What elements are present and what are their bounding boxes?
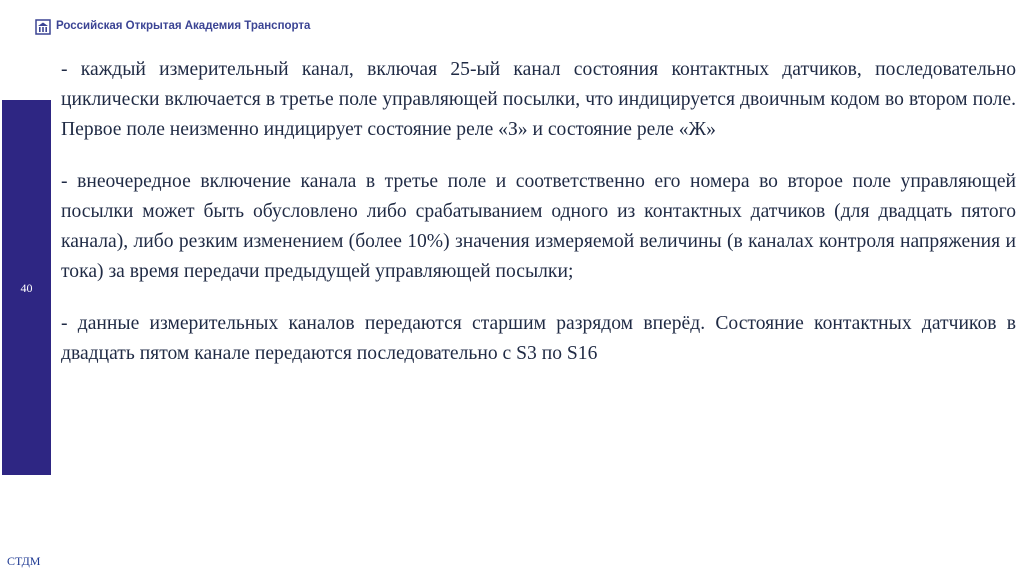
slide-content <box>61 55 1016 369</box>
paragraph-2: - внеочередное включение канала в третье поле и соответственно его номера во второе поле управляющей посылки может быть обусловлено либо срабатыванием одного из контактных датчиков (для двадцать пятого канала), либо резким изменением (более 10%) значения измеряемой величины (в каналах контроля напряжения и тока) за время передачи предыдущей управляющей посылки; <box>61 171 1016 282</box>
academy-building-icon <box>35 19 51 35</box>
paragraph-3: - данные измерительных каналов передаются старшим разрядом вперёд. Состояние контактных датчиков в двадцать пятом канале передаются последовательно с S3 по S16 <box>61 313 1016 364</box>
footer-label: СТДМ <box>7 554 41 568</box>
page-number: 40 <box>20 281 33 295</box>
paragraph-1: - каждый измерительный канал, включая 25-ый канал состояния контактных датчиков, последовательно циклически включается в третье поле управляющей посылки, что индицируется двоичным кодом во втором поле. Первое поле неизменно индицирует состояние реле «З» и состояние реле «Ж» <box>61 59 1016 140</box>
side-accent-bar <box>2 100 51 475</box>
organization-name: Российская Открытая Академия Транспорта <box>56 20 311 32</box>
